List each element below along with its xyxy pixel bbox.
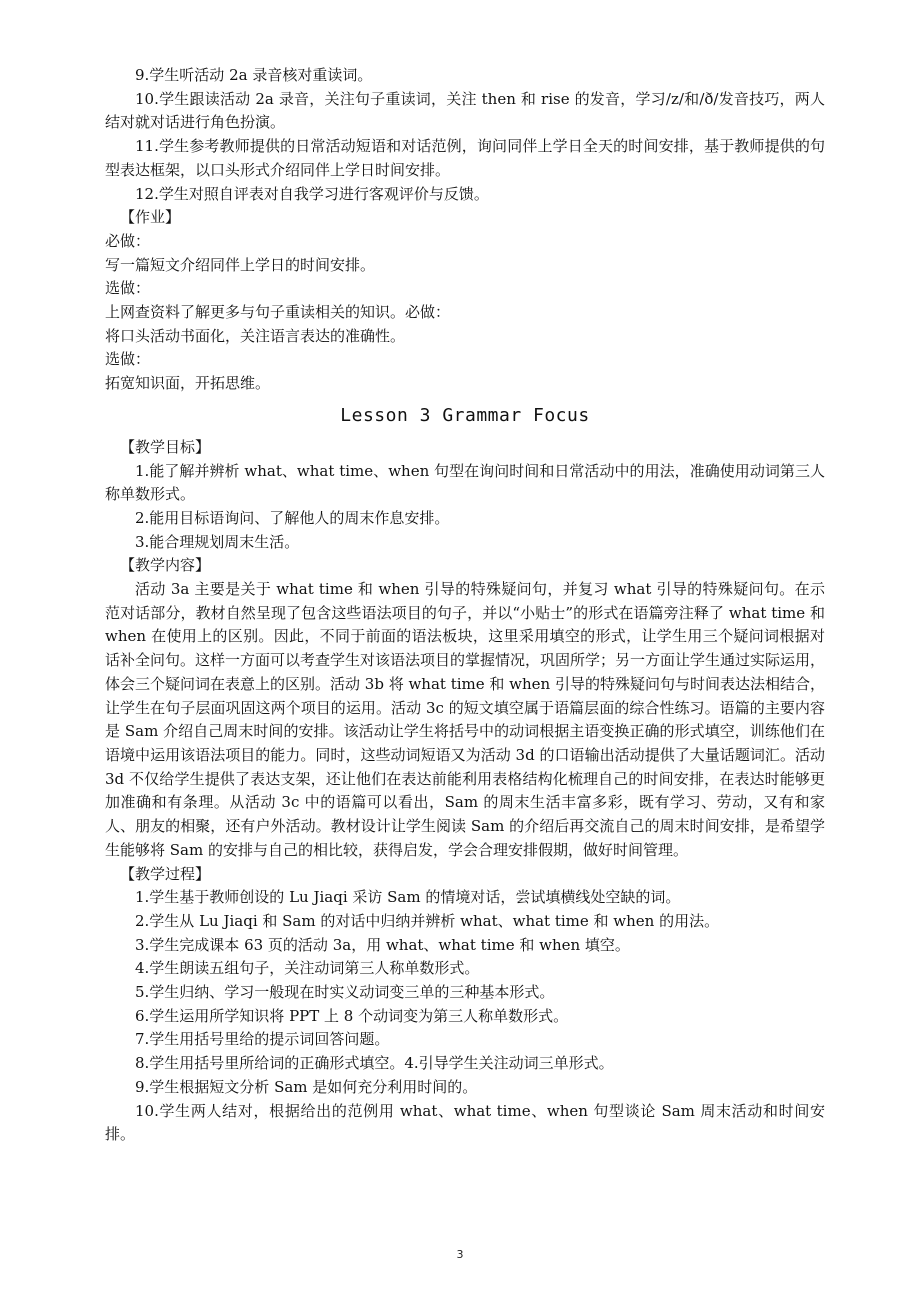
homework-optional-label: 选做：: [105, 279, 151, 298]
content-paragraph: 活动 3a 主要是关于 what time 和 when 引导的特殊疑问句，并复习 what 引导的特殊疑问句。在示范对话部分，教材自然呈现了包含这些语法项目的句子，并以“小贴士”的形式在语篇旁注释了 what time 和 when 在使用上的区别。因此，不同于前面的语法板块，这里采用填空的形式，让学生用三个疑问词根据对话补全问句。这样一方面可以考查学生对该语法项目的掌握情况，巩固所学；另一方面让学生通过实际运用，体会三个疑问词在表意上的区别。活动 3b 将 what time 和 when 引导的特殊疑问句与时间表达法相结合，让学生在句子层面巩固这两个项目的运用。活动 3c 的短文填空属于语篇层面的综合性练习。语篇的主要内容是 Sam 介绍自己周末时间的安排。该活动让学生将括号中的动词根据主语变换正确的形式填空，训练他们在语境中运用该语法项目的能力。同时，这些动词短语又为活动 3d 的口语输出活动提供了大量话题词汇。活动 3d 不仅给学生提供了表达支架，还让他们在表达前能利用表格结构化梳理自己的时间安排，在表达时能够更加准确和有条理。从活动 3c 中的语篇可以看出，Sam 的周末生活丰富多彩，既有学习、劳动，又有和家人、朋友的相聚，还有户外活动。教材设计让学生阅读 Sam 的介绍后再交流自己的周末时间安排，是希望学生能够将 Sam 的安排与自己的相比较，获得启发，学会合理安排假期，做好时间管理。: [105, 580, 826, 859]
homework-line: 将口头活动书面化，关注语言表达的准确性。: [105, 326, 406, 345]
process-item: 8.学生用括号里所给词的正确形式填空。4.引导学生关注动词三单形式。: [135, 1054, 614, 1073]
goals-heading: 【教学目标】: [120, 437, 211, 456]
process-item: 9.学生根据短文分析 Sam 是如何充分利用时间的。: [135, 1077, 478, 1096]
process-heading: 【教学过程】: [120, 864, 211, 883]
document-body: [105, 64, 825, 1147]
homework-required-label: 必做：: [105, 231, 151, 250]
content-heading: 【教学内容】: [120, 556, 211, 575]
process-item: 10.学生跟读活动 2a 录音，关注句子重读词，关注 then 和 rise 的发音，学习/z/和/ð/发音技巧，两人结对就对话进行角色扮演。: [105, 89, 825, 132]
goal-item: 3.能合理规划周末生活。: [135, 532, 300, 551]
homework-optional-text: 上网查资料了解更多与句子重读相关的知识。必做：: [105, 303, 451, 322]
homework-optional-label: 选做：: [105, 350, 151, 369]
homework-heading: 【作业】: [120, 208, 181, 227]
process-item: 11.学生参考教师提供的日常活动短语和对话范例，询问同伴上学日全天的时间安排，基于教师提供的句型表达框架，以口头形式介绍同伴上学日时间安排。: [105, 137, 825, 179]
process-item: 2.学生从 Lu Jiaqi 和 Sam 的对话中归纳并辨析 what、what time 和 when 的用法。: [135, 911, 720, 930]
process-item: 9.学生听活动 2a 录音核对重读词。: [135, 66, 373, 84]
process-item: 6.学生运用所学知识将 PPT 上 8 个动词变为第三人称单数形式。: [135, 1006, 569, 1025]
goal-item: 2.能用目标语询问、了解他人的周末作息安排。: [135, 508, 450, 527]
homework-line: 拓宽知识面，开拓思维。: [105, 374, 271, 393]
lesson-title: Lesson 3 Grammar Focus: [340, 404, 590, 426]
process-item: 5.学生归纳、学习一般现在时实义动词变三单的三种基本形式。: [135, 983, 555, 1002]
process-item: 4.学生朗读五组句子，关注动词第三人称单数形式。: [135, 959, 480, 978]
process-item: 3.学生完成课本 63 页的活动 3a，用 what、what time 和 when 填空。: [135, 935, 630, 954]
process-item: 7.学生用括号里给的提示词回答问题。: [135, 1030, 390, 1049]
page-number: 3: [456, 1248, 464, 1261]
process-item: 12.学生对照自评表对自我学习进行客观评价与反馈。: [135, 184, 489, 203]
process-item: 1.学生基于教师创设的 Lu Jiaqi 采访 Sam 的情境对话，尝试填横线处空缺的词。: [135, 888, 681, 907]
homework-required-text: 写一篇短文介绍同伴上学日的时间安排。: [105, 255, 376, 274]
process-item: 10.学生两人结对，根据给出的范例用 what、what time、when 句型谈论 Sam 周末活动和时间安排。: [105, 1101, 825, 1144]
goal-item: 1.能了解并辨析 what、what time、when 句型在询问时间和日常活动中的用法，准确使用动词第三人称单数形式。: [105, 461, 825, 504]
